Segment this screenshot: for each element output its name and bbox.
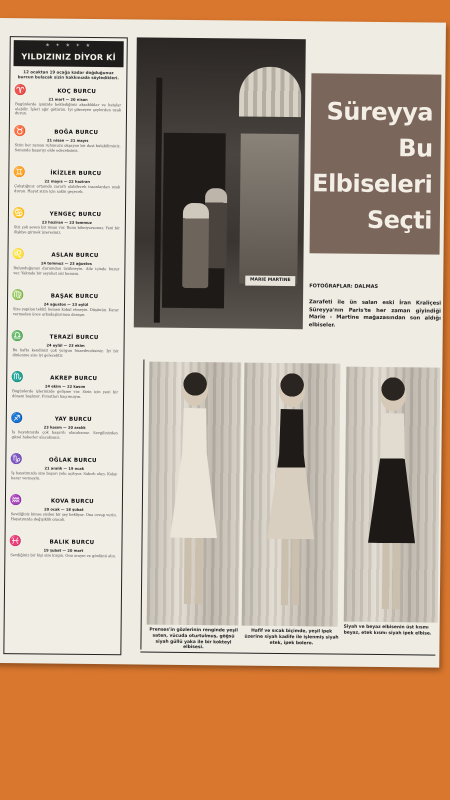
- zodiac-icon: ♑: [10, 454, 23, 466]
- zodiac-icon: ♎: [11, 331, 24, 343]
- article-intro: Zarafeti ile ün salan eski İran Kraliçesi Süreyya'nın Paris'te her zaman giyindiği Marie - Martine mağazasından son aldığı elbiseler.: [308, 299, 442, 329]
- sign-text: Bulunduğunuz durumdan üzülmeyin. Aile içinde huzur var. Yakında bir seyahat söz konusu.: [13, 266, 120, 276]
- horoscope-sign: [9, 495, 119, 535]
- sign-header: [9, 495, 119, 507]
- soraya-figure: [182, 203, 209, 288]
- sign-dates: 23 haziran — 23 temmuz: [41, 220, 92, 225]
- title-line: Elbiseleri: [311, 169, 433, 199]
- sign-name: YAY BURCU: [54, 416, 92, 423]
- horoscope-heading-text: YILDIZINIZ DİYOR Kİ: [21, 52, 116, 63]
- model-legs: [382, 543, 401, 609]
- street-lamp: [154, 78, 163, 323]
- sign-header: [12, 167, 122, 179]
- horoscope-sign: [10, 331, 120, 371]
- model-legs: [281, 539, 300, 605]
- sign-name: ASLAN BURCU: [51, 252, 99, 259]
- sign-text: Sevdiğiniz kimse sizden bir şey bekliyor. Ona cevap verin. Hayatınızda değişiklik olacak.: [10, 512, 117, 522]
- zodiac-icon: ♋: [12, 208, 26, 220]
- sign-name: TERAZİ BURCU: [49, 334, 99, 341]
- horoscope-sign: [9, 413, 119, 453]
- shop-sign: MARIE MARTINE: [245, 276, 295, 287]
- sign-name: BOĞA BURCU: [54, 129, 99, 136]
- sign-dates: 20 ocak — 18 şubat: [44, 507, 84, 512]
- sign-dates: 22 mayıs — 22 haziran: [44, 179, 91, 184]
- shop-awning: [239, 67, 302, 118]
- sign-name: KOVA BURCU: [50, 498, 94, 505]
- zodiac-icon: ♈: [13, 85, 27, 97]
- sign-text: Bugünlerde işlerinizde gelişme var. Sizin için yeni bir dönem başlıyor. Fırsatları kaçırmayın.: [12, 389, 119, 399]
- sign-header: [13, 85, 123, 97]
- zodiac-icon: ♓: [9, 536, 22, 548]
- sign-dates: 24 ağustos — 23 eylül: [43, 302, 89, 307]
- caption-3: Siyah ve beyaz elbisenin üst kısmı beyaz, etek kısmı siyah ipek elbise.: [343, 624, 432, 637]
- sign-name: AKREP BURCU: [50, 375, 98, 382]
- zodiac-icon: ♊: [13, 167, 26, 179]
- sign-name: KOÇ BURCU: [57, 88, 97, 95]
- photo-credit: FOTOĞRAFLAR: DALMAS: [309, 283, 379, 290]
- sign-dates: 21 aralık — 19 ocak: [44, 466, 85, 471]
- zodiac-icon: ♏: [10, 372, 24, 384]
- zodiac-icon: ♍: [11, 290, 25, 302]
- sign-dates: 24 ekim — 22 kasım: [44, 384, 86, 389]
- horoscope-column: [3, 36, 127, 655]
- sign-header: [13, 126, 123, 138]
- sign-text: Sizi çok seven bir insan var. Bunu bilmiyorsunuz. Yeni bir ilişkiye girmek üzeresiniz.: [13, 225, 120, 235]
- zodiac-icon: ♌: [12, 249, 25, 261]
- horoscope-sign: [10, 372, 120, 412]
- sign-name: İKİZLER BURCU: [50, 170, 102, 177]
- model-legs: [184, 538, 203, 604]
- sign-header: [11, 331, 121, 343]
- sign-dates: 23 kasım — 20 aralık: [43, 425, 86, 430]
- sign-header: [10, 372, 120, 384]
- sign-header: [9, 454, 119, 466]
- horoscope-heading: [13, 40, 123, 67]
- sign-text: Sevdiğiniz bir kişi size kırgın. Onu arayın ve gönlünü alın.: [10, 553, 117, 559]
- horoscope-sign: [12, 208, 122, 248]
- sign-name: BALIK BURCU: [49, 539, 95, 546]
- sign-dates: 19 şubat — 20 mart: [43, 548, 84, 553]
- shop-window: [239, 134, 299, 285]
- sign-text: Bu hafta kendinizi çok yorgun hissedeceksiniz. İyi bir dinlenme size iyi gelecektir.: [12, 348, 119, 358]
- sign-text: Çalıştığınız ortamda zararlı olabilecek insanlardan uzak durun. Hayat sizin için sakin geçecek.: [14, 184, 121, 194]
- sign-header: [8, 536, 118, 548]
- horoscope-sign: [11, 249, 121, 289]
- model-photo-1: [147, 362, 242, 626]
- sign-dates: 24 temmuz — 23 ağustos: [40, 261, 92, 266]
- divider-vertical: [140, 360, 144, 650]
- horoscope-sign: [9, 454, 119, 494]
- sign-text: Bugünlerde işinizde beklediğiniz aksaklıklar ve hatalar olabilir. İşleri ağır götürün. İyi gitmeyen şeylerden uzak durun.: [14, 102, 122, 116]
- sign-name: YENGEÇ BURCU: [49, 211, 102, 218]
- horoscope-sign: [8, 536, 118, 576]
- sign-dates: 21 nisan — 21 mayıs: [47, 138, 89, 143]
- sign-text: İş hayatınızda size başarı yolu açılıyor. Sabırlı olun. Kolay karar vermeyin.: [11, 471, 118, 481]
- horoscope-sign: [11, 290, 121, 330]
- storefront-photo: [134, 37, 306, 329]
- model-photo-2: [242, 363, 341, 627]
- title-line: Bu: [398, 134, 433, 163]
- title-line: Süreyya: [326, 97, 434, 127]
- title-line: Seçti: [366, 205, 433, 235]
- caption-1: Prenses'in gözlerinin renginde yeşil saten, vücuda oturtulmuş, göğsü siyah güllü yaka ile bir kokteyl elbisesi.: [149, 627, 238, 651]
- zodiac-icon: ♉: [13, 126, 27, 138]
- caption-2: Hafif ve sıcak biçimde, yeşil ipek üzerine siyah kadife ile işlenmiş siyah etek, ipek bolero.: [244, 628, 339, 646]
- sign-name: BAŞAK BURCU: [50, 293, 99, 300]
- horoscope-sign: [12, 167, 122, 207]
- sign-header: [11, 290, 121, 302]
- stars-decoration: ★ ✦ ★ ✦ ★: [45, 42, 93, 49]
- horoscope-sign: [12, 126, 122, 166]
- sign-header: [10, 413, 120, 425]
- article-title: [310, 73, 442, 254]
- magazine-page: [0, 18, 446, 668]
- sign-header: [11, 249, 121, 261]
- sign-text: Sizin her zaman ruhunuzu okşayan bir dost bulabilirsiniz. Sonunda başarıyı elde edeceksiniz.: [14, 143, 121, 153]
- sign-dates: 21 mart — 20 nisan: [48, 97, 88, 102]
- model-photo-3: [344, 367, 441, 623]
- sign-header: [12, 208, 122, 220]
- horoscope-intro: 12 ocaktan 19 ocağa kadar doğduğunuz burcun bulacak sizin hakkınızda söyledikleri.: [17, 69, 119, 81]
- sign-text: Size yapılan teklif, hemen kabul etmeyin. Düşünün. Karar vermeden önce arkadaşlarınıza danışın.: [12, 307, 119, 317]
- zodiac-icon: ♐: [10, 413, 24, 425]
- horoscope-sign: [13, 85, 123, 125]
- sign-dates: 24 eylül — 23 ekim: [46, 343, 85, 348]
- sign-text: İş hayatınızda çok başarılı olacaksınız. Sevgilinizden güzel haberler alacaksınız.: [11, 430, 118, 440]
- divider-horizontal: [140, 652, 435, 656]
- sign-name: OĞLAK BURCU: [48, 457, 97, 464]
- zodiac-icon: ♒: [9, 495, 23, 507]
- sign-list: [8, 85, 123, 576]
